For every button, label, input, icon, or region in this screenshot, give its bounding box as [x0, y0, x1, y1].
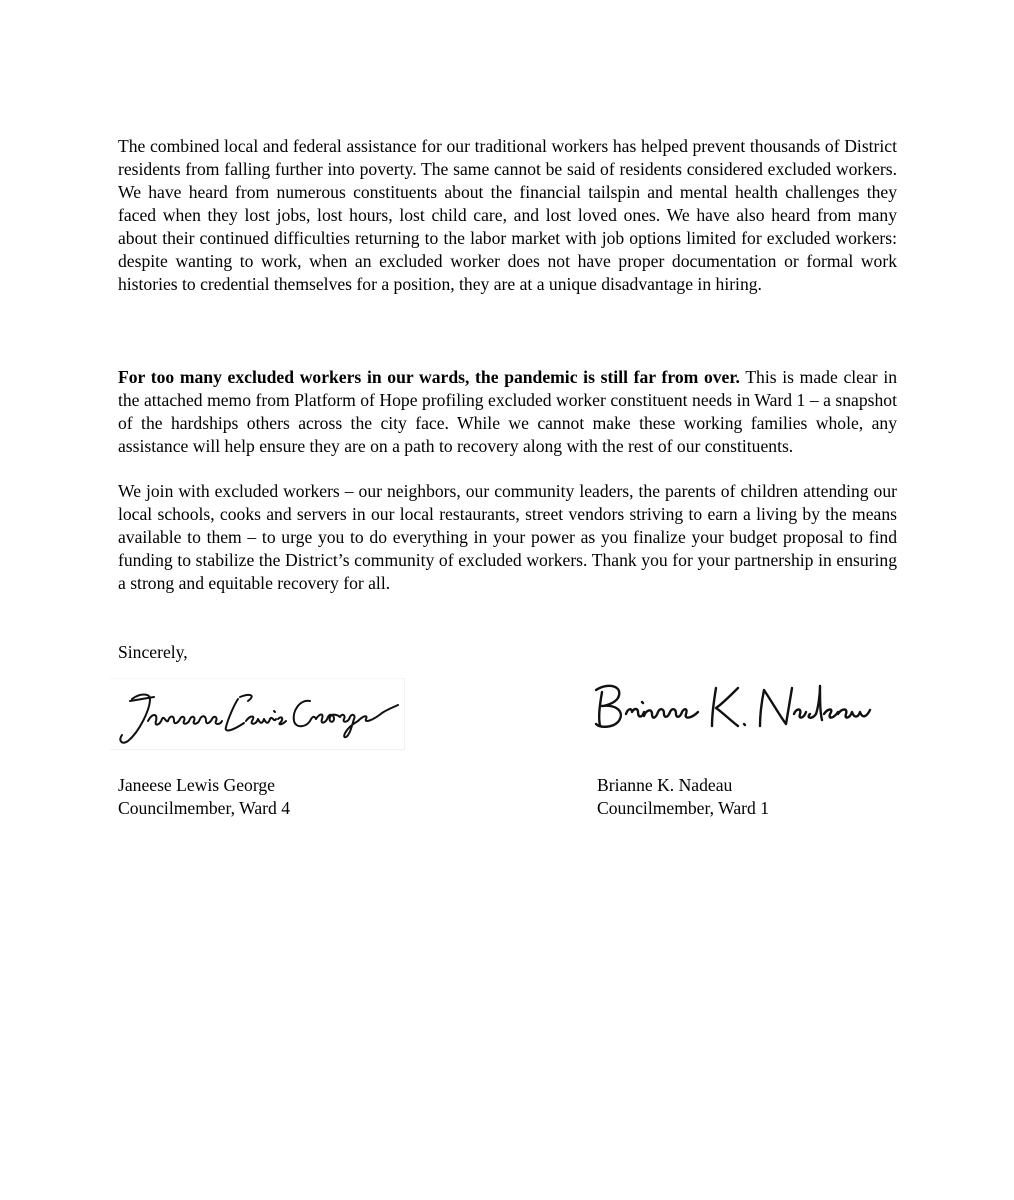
- signer-name: Brianne K. Nadeau: [597, 775, 733, 795]
- signer-block-george: [118, 774, 290, 820]
- paragraph-body: This is made clear in the attached memo from Platform of Hope profiling excluded worker constituent needs in Ward 1 – a snapshot of the hardships others across the city face. While we cannot make these working families whole, any assistance will help ensure they are on a path to recovery along with the rest of our constituents.: [118, 367, 897, 456]
- signature-drawing: [588, 672, 888, 738]
- signature-drawing: [110, 679, 404, 749]
- signature-brianne-k-nadeau: [588, 672, 888, 738]
- closing-salutation: Sincerely,: [118, 642, 188, 662]
- signer-title: Councilmember, Ward 1: [597, 798, 769, 818]
- paragraph-call-to-action: We join with excluded workers – our neighbors, our community leaders, the parents of children attending our local schools, cooks and servers in our local restaurants, street vendors striving to earn a living by the means available to them – to urge you to do everything in your power as you finalize your budget proposal to find funding to stabilize the District’s community of excluded workers. Thank you for your partnership in ensuring a strong and equitable recovery for all.: [118, 481, 897, 593]
- paragraph-lead-bold: For too many excluded workers in our wards, the pandemic is still far from over.: [118, 367, 740, 387]
- signer-block-nadeau: [597, 774, 769, 820]
- signer-name: Janeese Lewis George: [118, 775, 275, 795]
- paragraph-pandemic-not-over: [118, 366, 897, 458]
- paragraph-excluded-workers-context: The combined local and federal assistance for our traditional workers has helped prevent thousands of District residents from falling further into poverty. The same cannot be said of residents considered excluded workers. We have heard from numerous constituents about the financial tailspin and mental health challenges they faced when they lost jobs, lost hours, lost child care, and lost loved ones. We have also heard from many about their continued difficulties returning to the labor market with job options limited for excluded workers: despite wanting to work, when an excluded worker does not have proper documentation or formal work histories to credential themselves for a position, they are at a unique disadvantage in hiring.: [118, 136, 897, 294]
- signature-janeese-lewis-george: [110, 678, 405, 750]
- signer-title: Councilmember, Ward 4: [118, 798, 290, 818]
